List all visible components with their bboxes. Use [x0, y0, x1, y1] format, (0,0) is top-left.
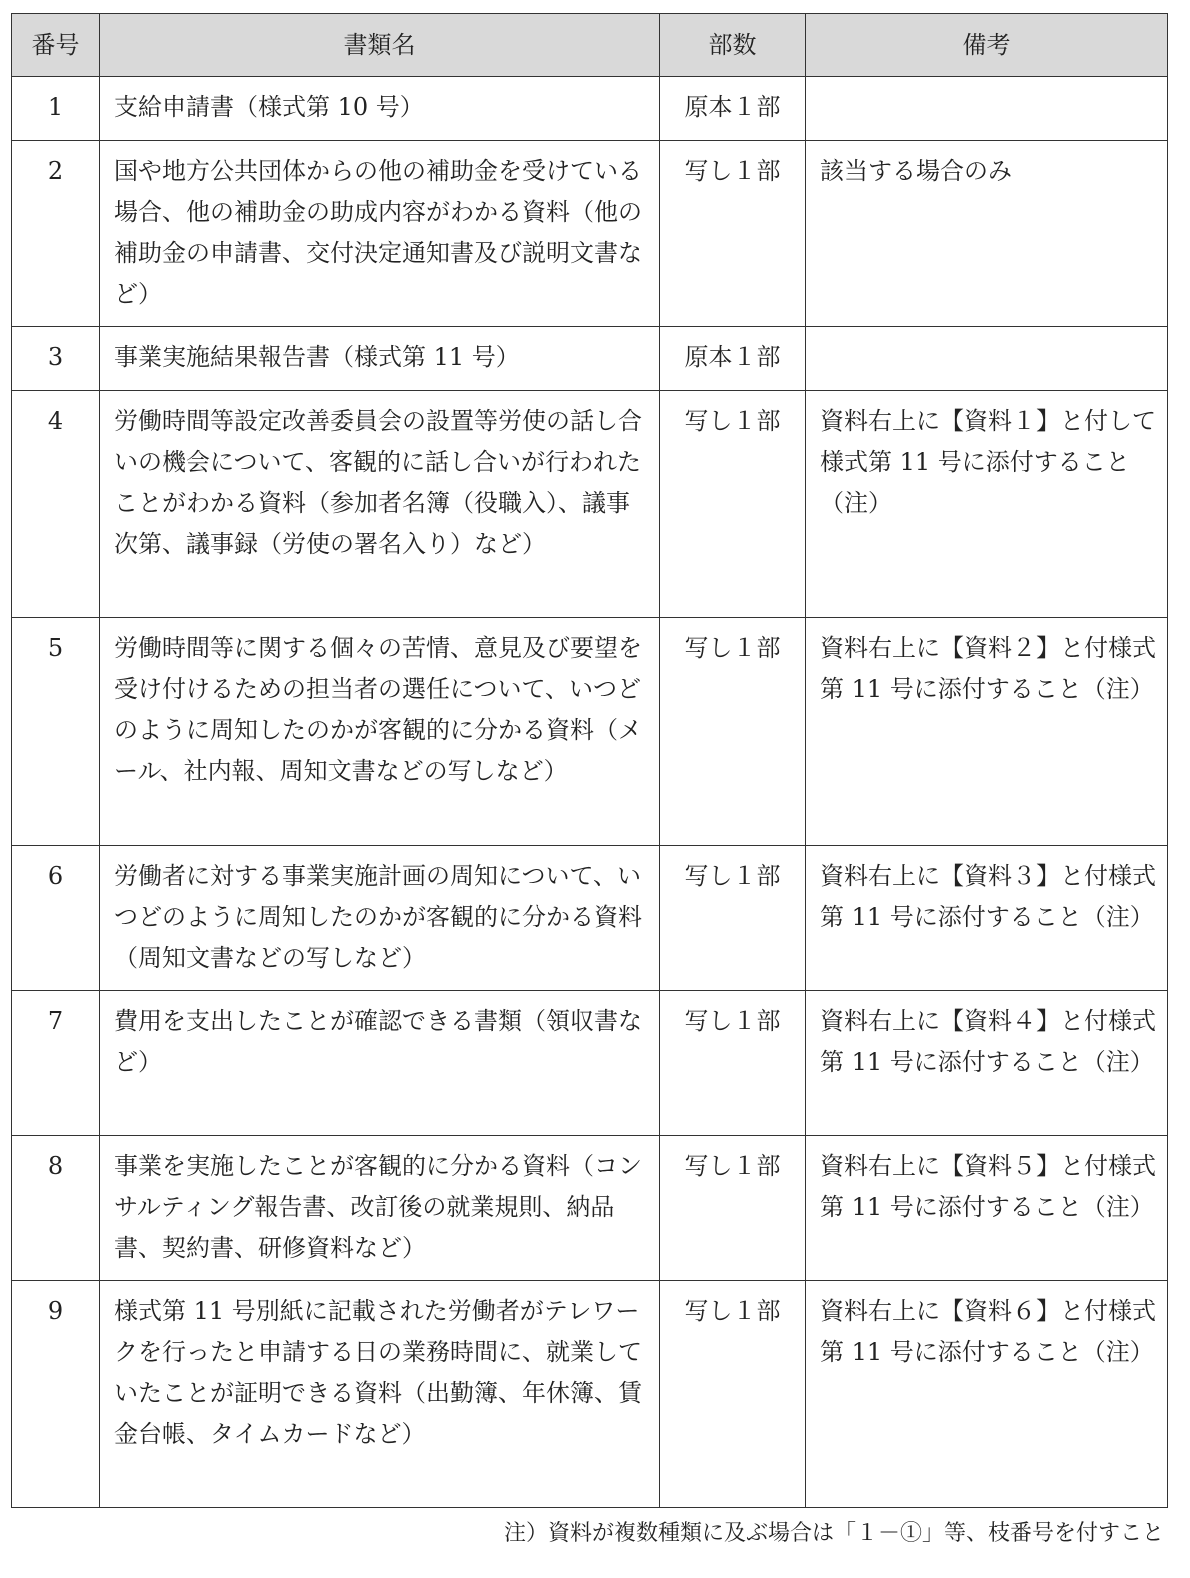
- remarks: 資料右上に【資料１】と付して様式第 11 号に添付すること（注）: [806, 391, 1168, 618]
- copies-count: 写し１部: [660, 1281, 806, 1508]
- document-name: 国や地方公共団体からの他の補助金を受けている場合、他の補助金の助成内容がわかる資料（他の補助金の申請書、交付決定通知書及び説明文書など）: [100, 141, 660, 327]
- copies-count: 原本１部: [660, 327, 806, 391]
- header-copies: 部数: [660, 14, 806, 77]
- row-number: 5: [12, 618, 100, 846]
- table-header: [12, 14, 1168, 77]
- table-row: [12, 391, 1168, 618]
- document-name: 労働時間等に関する個々の苦情、意見及び要望を受け付けるための担当者の選任について、いつどのように周知したのかが客観的に分かる資料（メール、社内報、周知文書などの写しなど）: [100, 618, 660, 846]
- copies-count: 写し１部: [660, 1136, 806, 1281]
- header-no: 番号: [12, 14, 100, 77]
- header-remarks: 備考: [806, 14, 1168, 77]
- row-number: 6: [12, 846, 100, 991]
- copies-count: 写し１部: [660, 991, 806, 1136]
- copies-count: 原本１部: [660, 77, 806, 141]
- copies-count: 写し１部: [660, 846, 806, 991]
- document-name: 労働時間等設定改善委員会の設置等労使の話し合いの機会について、客観的に話し合いが行われたことがわかる資料（参加者名簿（役職入）、議事次第、議事録（労使の署名入り）など）: [100, 391, 660, 618]
- remarks: [806, 327, 1168, 391]
- header-row: [12, 14, 1168, 77]
- remarks: 資料右上に【資料２】と付様式第 11 号に添付すること（注）: [806, 618, 1168, 846]
- remarks: 該当する場合のみ: [806, 141, 1168, 327]
- footnote: 注）資料が複数種類に及ぶ場合は「１－①」等、枝番号を付すこと: [503, 1521, 1164, 1546]
- table-row: [12, 991, 1168, 1136]
- table-row: [12, 77, 1168, 141]
- row-number: 2: [12, 141, 100, 327]
- copies-count: 写し１部: [660, 391, 806, 618]
- copies-count: 写し１部: [660, 618, 806, 846]
- remarks: 資料右上に【資料３】と付様式第 11 号に添付すること（注）: [806, 846, 1168, 991]
- document-table: [11, 13, 1168, 1508]
- table-row: [12, 846, 1168, 991]
- document-name: 労働者に対する事業実施計画の周知について、いつどのように周知したのかが客観的に分かる資料（周知文書などの写しなど）: [100, 846, 660, 991]
- row-number: 9: [12, 1281, 100, 1508]
- document-name: 支給申請書（様式第 10 号）: [100, 77, 660, 141]
- table-row: [12, 141, 1168, 327]
- table-row: [12, 618, 1168, 846]
- row-number: 1: [12, 77, 100, 141]
- header-document-name: 書類名: [100, 14, 660, 77]
- remarks: [806, 77, 1168, 141]
- remarks: 資料右上に【資料６】と付様式第 11 号に添付すること（注）: [806, 1281, 1168, 1508]
- document-name: 様式第 11 号別紙に記載された労働者がテレワークを行ったと申請する日の業務時間に、就業していたことが証明できる資料（出勤簿、年休簿、賃金台帳、タイムカードなど）: [100, 1281, 660, 1508]
- remarks: 資料右上に【資料５】と付様式第 11 号に添付すること（注）: [806, 1136, 1168, 1281]
- copies-count: 写し１部: [660, 141, 806, 327]
- document-name: 事業を実施したことが客観的に分かる資料（コンサルティング報告書、改訂後の就業規則、納品書、契約書、研修資料など）: [100, 1136, 660, 1281]
- document-name: 費用を支出したことが確認できる書類（領収書など）: [100, 991, 660, 1136]
- table-body: [12, 77, 1168, 1508]
- document-name: 事業実施結果報告書（様式第 11 号）: [100, 327, 660, 391]
- remarks: 資料右上に【資料４】と付様式第 11 号に添付すること（注）: [806, 991, 1168, 1136]
- table-row: [12, 1281, 1168, 1508]
- table-row: [12, 1136, 1168, 1281]
- row-number: 7: [12, 991, 100, 1136]
- row-number: 4: [12, 391, 100, 618]
- row-number: 8: [12, 1136, 100, 1281]
- table-row: [12, 327, 1168, 391]
- row-number: 3: [12, 327, 100, 391]
